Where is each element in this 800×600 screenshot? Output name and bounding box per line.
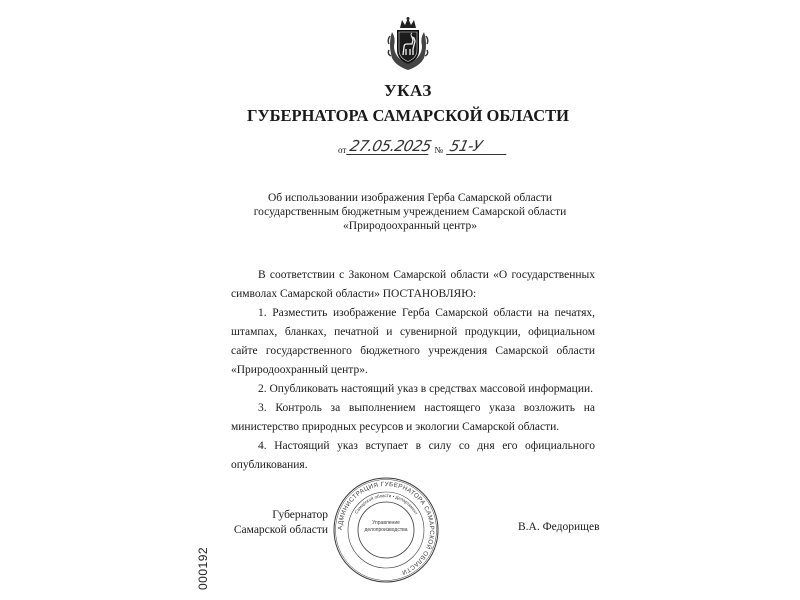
coat-of-arms-emblem: [386, 16, 430, 72]
subject-line: Об использовании изображения Герба Самарской области: [267, 192, 553, 204]
signatory-name: В.А. Федорищев: [518, 521, 600, 533]
date-number-line: [338, 138, 508, 155]
stamp-middle-text: Самарской области • Департамент: [353, 492, 419, 516]
signatory-position-line: Губернатор: [272, 509, 328, 521]
decree-subject: [240, 191, 580, 233]
clause-3: 3. Контроль за выполнением настоящего указа возложить на министерство природных ресурсов и экологии Самарской области.: [231, 402, 595, 433]
decree-body: [231, 266, 595, 475]
stamp-outer-text: АДМИНИСТРАЦИЯ ГУБЕРНАТОРА САМАРСКОЙ ОБЛАСТИ: [336, 480, 436, 576]
signatory-position: [228, 508, 328, 538]
subject-line: «Природоохранный центр»: [343, 220, 477, 232]
subject-line: государственным бюджетным учреждением Самарской области: [253, 206, 567, 218]
number-prefix: №: [434, 145, 443, 155]
clause-1: 1. Разместить изображение Герба Самарской области на печатях, штампах, бланках, печатной и сувенирной продукции, официальном сайте государственного бюджетного учреждения Самарской области «Природоохранный центр».: [231, 307, 595, 376]
signatory-position-line: Самарской области: [233, 524, 328, 536]
official-stamp-seal: [332, 476, 440, 584]
handwritten-number: 51-У: [446, 138, 510, 155]
stamp-inner-text: Управление делопроизводства: [364, 520, 408, 533]
preamble-paragraph: В соответствии с Законом Самарской области «О государственных символах Самарской области» ПОСТАНОВЛЯЮ:: [231, 269, 595, 300]
clause-2: 2. Опубликовать настоящий указ в средствах массовой информации.: [258, 383, 593, 395]
serial-number: 000192: [196, 546, 210, 590]
document-issuer: ГУБЕРНАТОРА САМАРСКОЙ ОБЛАСТИ: [246, 106, 570, 125]
clause-4: 4. Настоящий указ вступает в силу со дня его официального опубликования.: [231, 440, 595, 471]
handwritten-date: 27.05.2025: [348, 137, 434, 155]
svg-text:Самарской области • Департамен: [354, 493, 419, 516]
date-prefix: от: [338, 145, 347, 155]
document-title: УКАЗ: [384, 81, 432, 100]
